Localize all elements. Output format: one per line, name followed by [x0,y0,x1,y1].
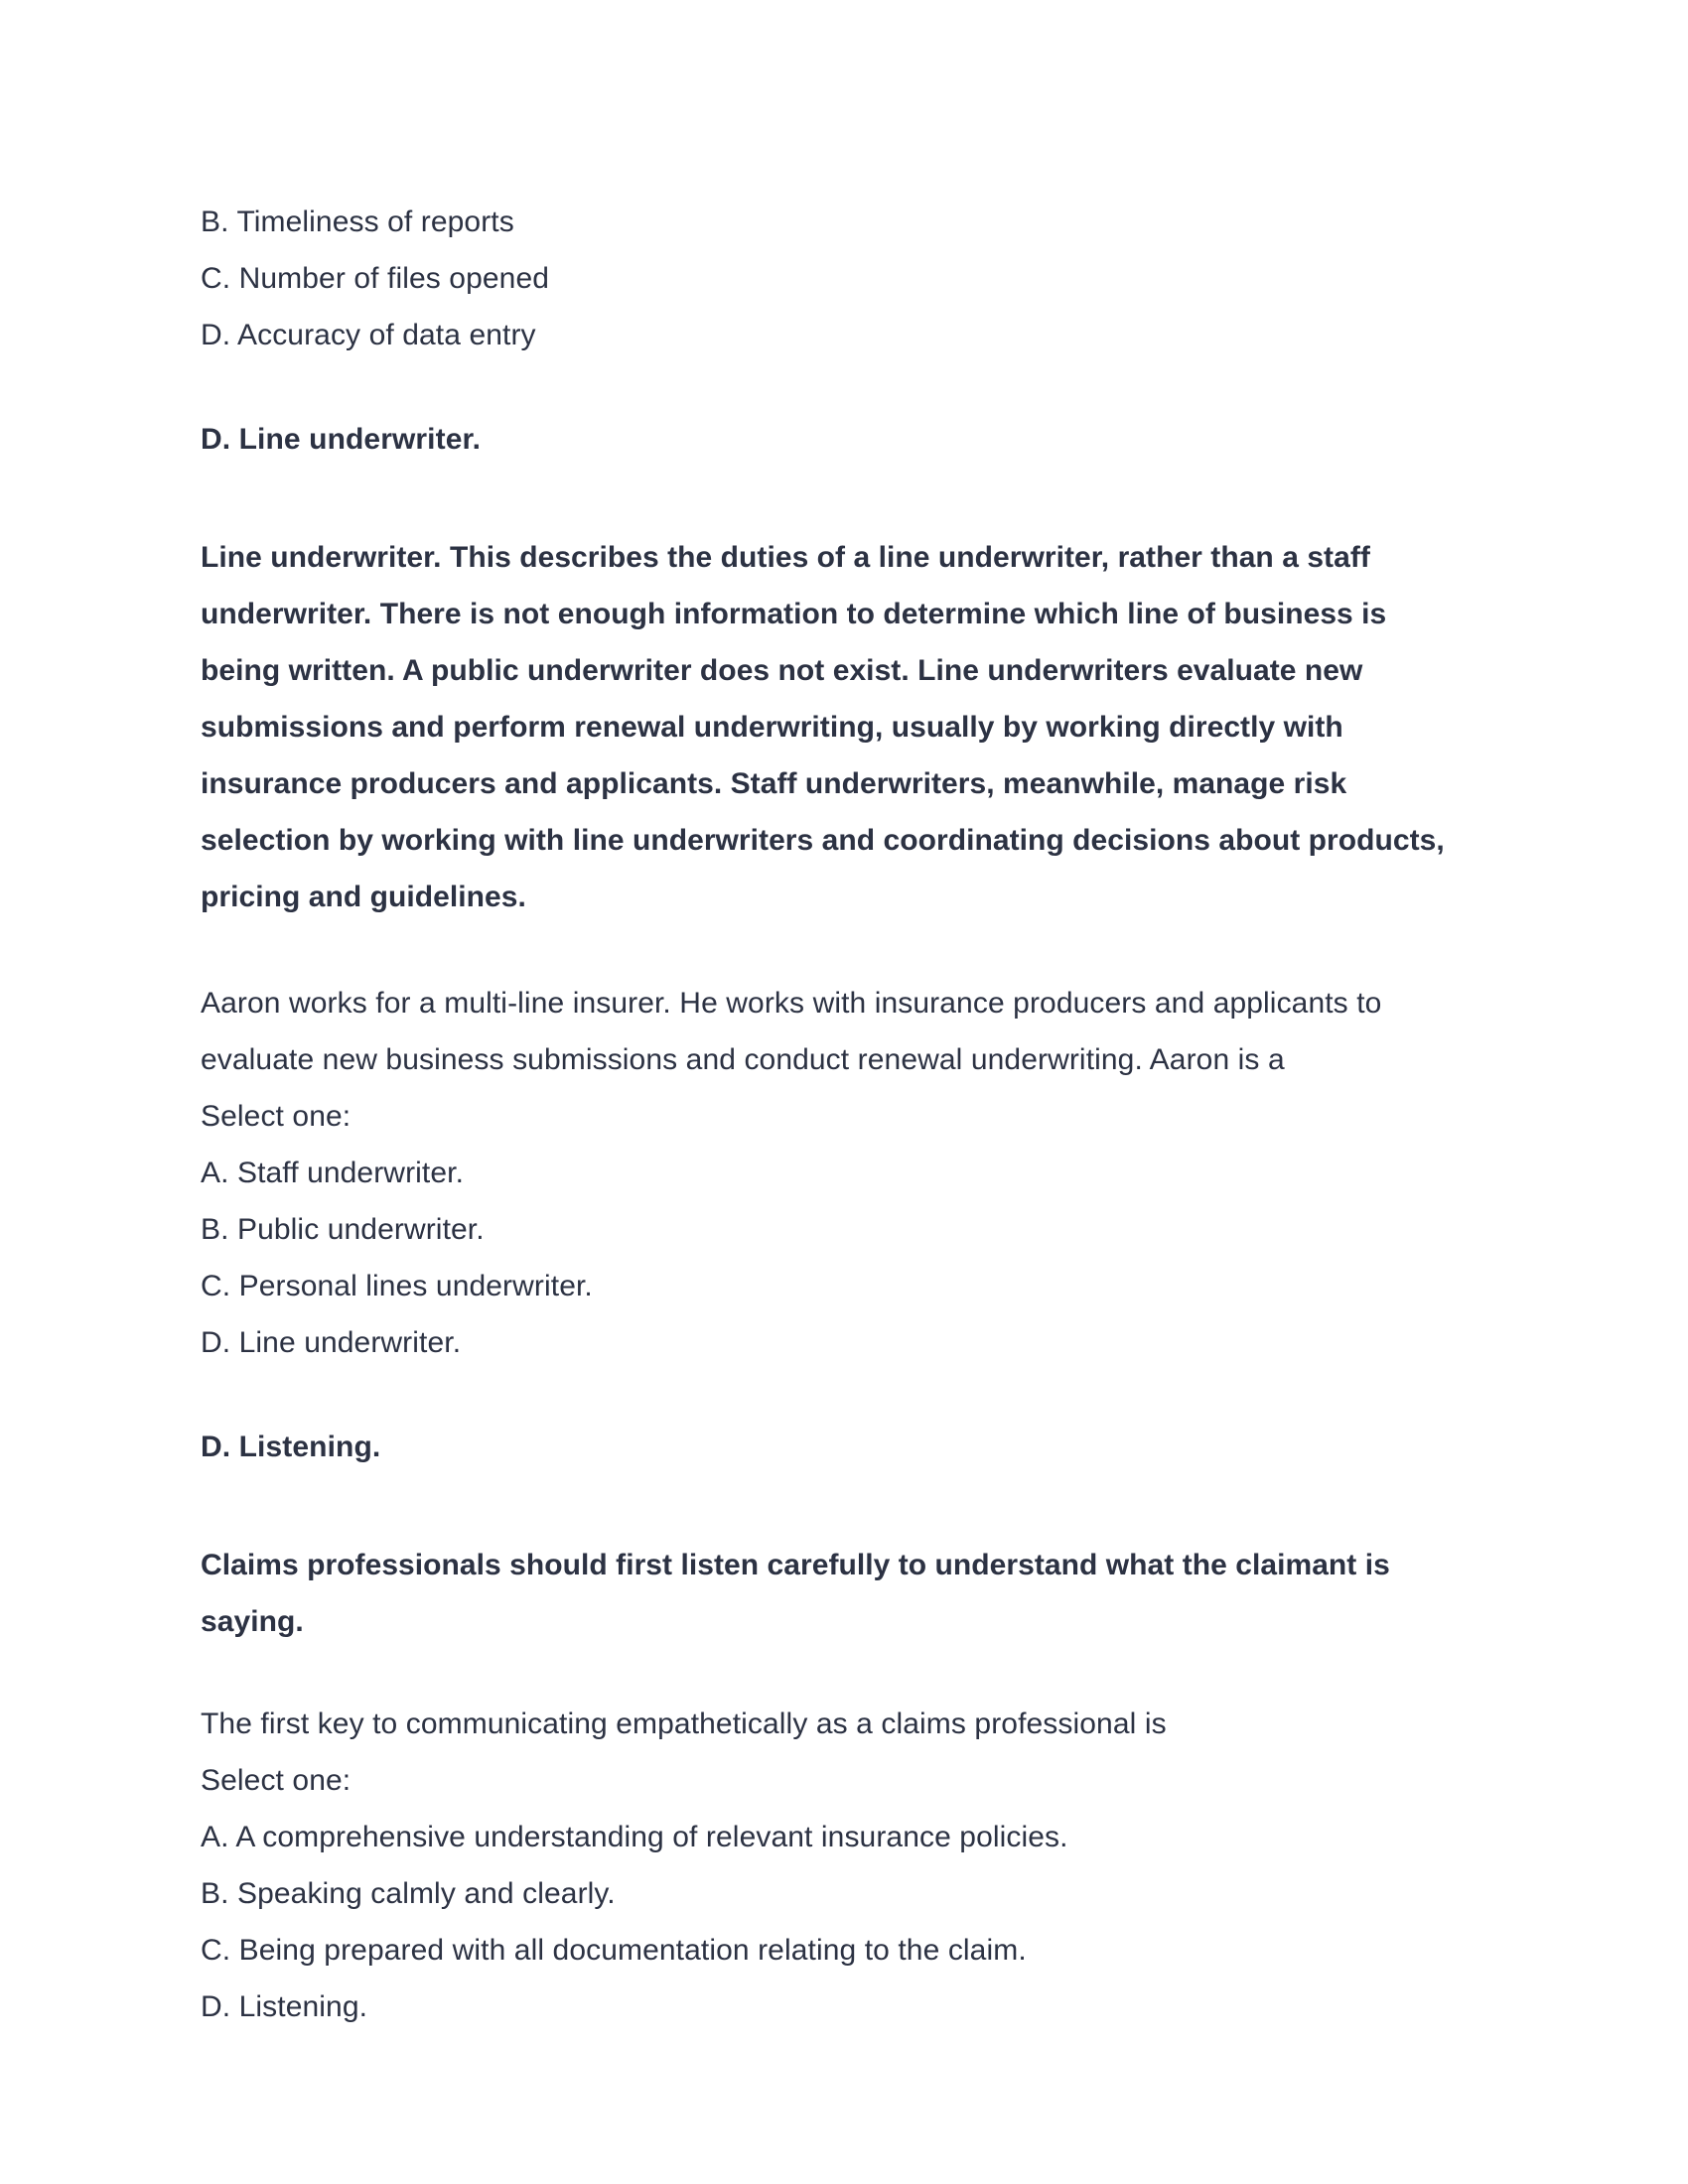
carryover-option-list [201,194,1472,363]
question-two-option-d: D. Listening. [201,1990,368,2023]
answer-one-block [201,411,1472,468]
question-one-stem: Aaron works for a multi-line insurer. He works with insurance producers and applicants to evaluate new business submissions and conduct renewal underwriting. Aaron is a [201,987,1382,1076]
question-two-option-c: C. Being prepared with all documentation relating to the claim. [201,1934,1027,1967]
answer-one-heading: D. Line underwriter. [201,423,482,456]
question-one-option-d: D. Line underwriter. [201,1326,462,1359]
answer-one-explanation-block [201,529,1472,925]
answer-two-block [201,1419,1472,1475]
question-one-option-c: C. Personal lines underwriter. [201,1270,593,1302]
document-body [201,194,1472,2035]
option-item-d: D. Accuracy of data entry [201,319,536,351]
question-one-block [201,975,1472,1371]
answer-two-heading: D. Listening. [201,1431,381,1463]
answer-one-explanation: Line underwriter. This describes the duties of a line underwriter, rather than a staff underwriter. There is not enough information to determine which line of business is being written. A public underwriter does not exist. Line underwriters evaluate new submissions and perform renewal underwriting, usually by working directly with insurance producers and applicants. Staff underwriters, meanwhile, manage risk selection by working with line underwriters and coordinating decisions about products, pricing and guidelines. [201,541,1445,913]
option-item-b: B. Timeliness of reports [201,205,514,238]
question-two-block [201,1696,1472,2035]
option-item-c: C. Number of files opened [201,262,550,295]
question-two-stem: The first key to communicating empathetically as a claims professional is [201,1707,1167,1740]
question-one-select-label: Select one: [201,1100,352,1133]
answer-two-explanation: Claims professionals should first listen carefully to understand what the claimant is saying. [201,1549,1390,1638]
answer-two-explanation-block [201,1537,1472,1650]
question-two-option-b: B. Speaking calmly and clearly. [201,1877,616,1910]
question-one-option-a: A. Staff underwriter. [201,1157,465,1189]
question-two-option-a: A. A comprehensive understanding of relevant insurance policies. [201,1821,1068,1853]
question-one-option-b: B. Public underwriter. [201,1213,485,1246]
question-two-select-label: Select one: [201,1764,352,1797]
